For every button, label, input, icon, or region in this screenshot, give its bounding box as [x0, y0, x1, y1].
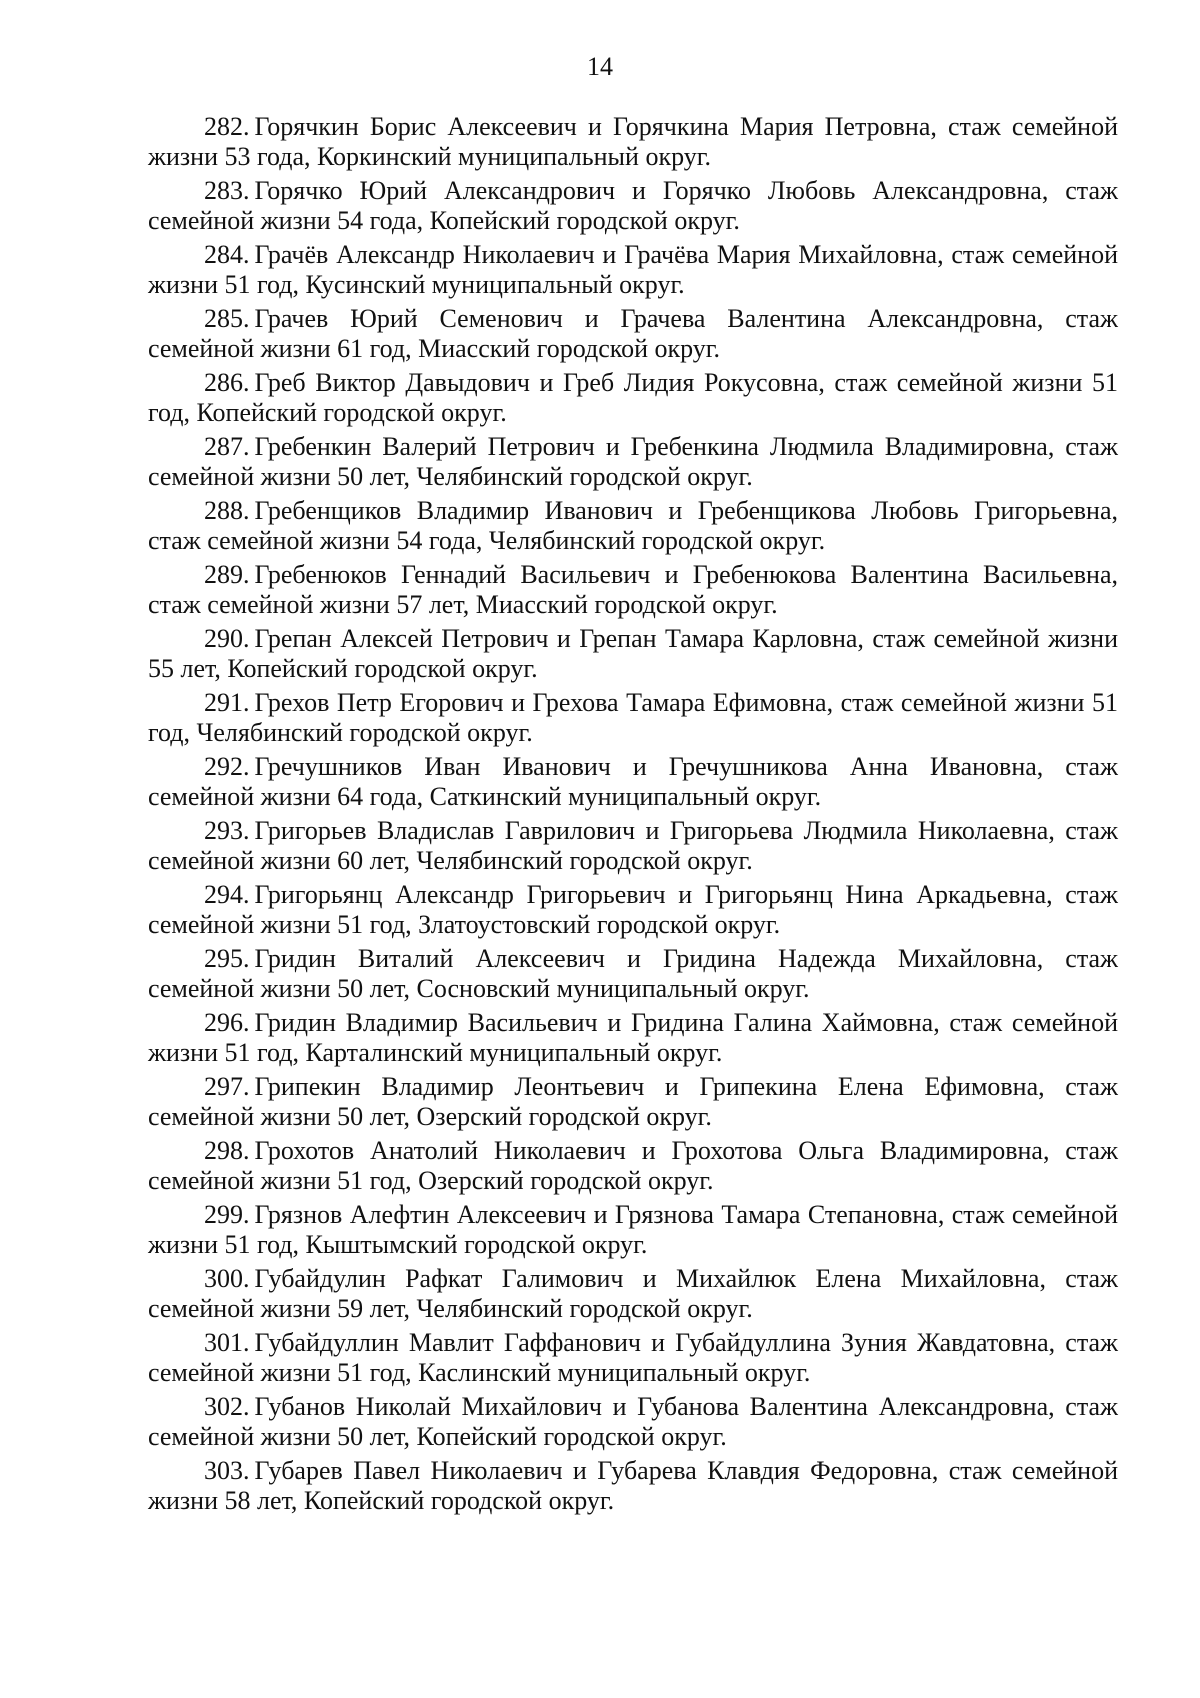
list-item: [148, 1008, 1118, 1068]
list-item: [148, 688, 1118, 748]
list-item: [148, 816, 1118, 876]
entry-number: 288.: [204, 496, 250, 525]
entry-text: Грохотов Анатолий Николаевич и Грохотова Ольга Владимировна, стаж семейной жизни 51 год, Озерский городской округ.: [148, 1136, 1118, 1195]
entry-number: 292.: [204, 752, 250, 781]
list-item: [148, 112, 1118, 172]
list-item: [148, 1136, 1118, 1196]
entry-text: Григорьев Владислав Гаврилович и Григорьева Людмила Николаевна, стаж семейной жизни 60 лет, Челябинский городской округ.: [148, 816, 1118, 875]
list-item: [148, 432, 1118, 492]
entry-number: 295.: [204, 944, 250, 973]
entry-number: 303.: [204, 1456, 250, 1485]
entry-text: Гребенкин Валерий Петрович и Гребенкина Людмила Владимировна, стаж семейной жизни 50 лет, Челябинский городской округ.: [148, 432, 1118, 491]
entry-text: Губанов Николай Михайлович и Губанова Валентина Александровна, стаж семейной жизни 50 лет, Копейский городской округ.: [148, 1392, 1118, 1451]
entry-text: Григорьянц Александр Григорьевич и Григорьянц Нина Аркадьевна, стаж семейной жизни 51 год, Златоустовский городской округ.: [148, 880, 1118, 939]
entry-text: Грачёв Александр Николаевич и Грачёва Мария Михайловна, стаж семейной жизни 51 год, Кусинский муниципальный округ.: [148, 240, 1118, 299]
entry-number: 302.: [204, 1392, 250, 1421]
entry-number: 299.: [204, 1200, 250, 1229]
page-number: 14: [587, 52, 613, 81]
entry-text: Гребенщиков Владимир Иванович и Гребенщикова Любовь Григорьевна, стаж семейной жизни 54 года, Челябинский городской округ.: [148, 496, 1118, 555]
entry-text: Грипекин Владимир Леонтьевич и Грипекина Елена Ефимовна, стаж семейной жизни 50 лет, Озерский городской округ.: [148, 1072, 1118, 1131]
list-item: [148, 368, 1118, 428]
entry-number: 296.: [204, 1008, 250, 1037]
entry-text: Грязнов Алефтин Алексеевич и Грязнова Тамара Степановна, стаж семейной жизни 51 год, Кыштымский городской округ.: [148, 1200, 1118, 1259]
list-item: [148, 560, 1118, 620]
entry-number: 290.: [204, 624, 250, 653]
entry-text: Грачев Юрий Семенович и Грачева Валентина Александровна, стаж семейной жизни 61 год, Миасский городской округ.: [148, 304, 1118, 363]
entry-number: 282.: [204, 112, 250, 141]
list-item: [148, 880, 1118, 940]
entry-text: Гречушников Иван Иванович и Гречушникова Анна Ивановна, стаж семейной жизни 64 года, Саткинский муниципальный округ.: [148, 752, 1118, 811]
list-item: [148, 1328, 1118, 1388]
entry-text: Губарев Павел Николаевич и Губарева Клавдия Федоровна, стаж семейной жизни 58 лет, Копейский городской округ.: [148, 1456, 1118, 1515]
entry-text: Грепан Алексей Петрович и Грепан Тамара Карловна, стаж семейной жизни 55 лет, Копейский городской округ.: [148, 624, 1118, 683]
entry-text: Грехов Петр Егорович и Грехова Тамара Ефимовна, стаж семейной жизни 51 год, Челябинский городской округ.: [148, 688, 1118, 747]
entry-text: Губайдуллин Мавлит Гаффанович и Губайдуллина Зуния Жавдатовна, стаж семейной жизни 51 год, Каслинский муниципальный округ.: [148, 1328, 1118, 1387]
entry-number: 301.: [204, 1328, 250, 1357]
entry-number: 283.: [204, 176, 250, 205]
entry-number: 298.: [204, 1136, 250, 1165]
entry-number: 289.: [204, 560, 250, 589]
entry-number: 293.: [204, 816, 250, 845]
entry-list: [148, 112, 1118, 1520]
list-item: [148, 304, 1118, 364]
list-item: [148, 1200, 1118, 1260]
list-item: [148, 1072, 1118, 1132]
entry-number: 286.: [204, 368, 250, 397]
entry-number: 297.: [204, 1072, 250, 1101]
list-item: [148, 240, 1118, 300]
entry-number: 285.: [204, 304, 250, 333]
entry-number: 300.: [204, 1264, 250, 1293]
list-item: [148, 496, 1118, 556]
entry-text: Горячкин Борис Алексеевич и Горячкина Мария Петровна, стаж семейной жизни 53 года, Коркинский муниципальный округ.: [148, 112, 1118, 171]
entry-text: Губайдулин Рафкат Галимович и Михайлюк Елена Михайловна, стаж семейной жизни 59 лет, Челябинский городской округ.: [148, 1264, 1118, 1323]
list-item: [148, 944, 1118, 1004]
list-item: [148, 624, 1118, 684]
list-item: [148, 176, 1118, 236]
entry-text: Гридин Виталий Алексеевич и Гридина Надежда Михайловна, стаж семейной жизни 50 лет, Сосновский муниципальный округ.: [148, 944, 1118, 1003]
entry-text: Гребенюков Геннадий Васильевич и Гребенюкова Валентина Васильевна, стаж семейной жизни 57 лет, Миасский городской округ.: [148, 560, 1118, 619]
list-item: [148, 1456, 1118, 1516]
entry-number: 284.: [204, 240, 250, 269]
entry-number: 291.: [204, 688, 250, 717]
list-item: [148, 1392, 1118, 1452]
list-item: [148, 752, 1118, 812]
list-item: [148, 1264, 1118, 1324]
entry-number: 294.: [204, 880, 250, 909]
entry-text: Горячко Юрий Александрович и Горячко Любовь Александровна, стаж семейной жизни 54 года, Копейский городской округ.: [148, 176, 1118, 235]
entry-text: Греб Виктор Давыдович и Греб Лидия Рокусовна, стаж семейной жизни 51 год, Копейский городской округ.: [148, 368, 1118, 427]
entry-text: Гридин Владимир Васильевич и Гридина Галина Хаймовна, стаж семейной жизни 51 год, Карталинский муниципальный округ.: [148, 1008, 1118, 1067]
entry-number: 287.: [204, 432, 250, 461]
